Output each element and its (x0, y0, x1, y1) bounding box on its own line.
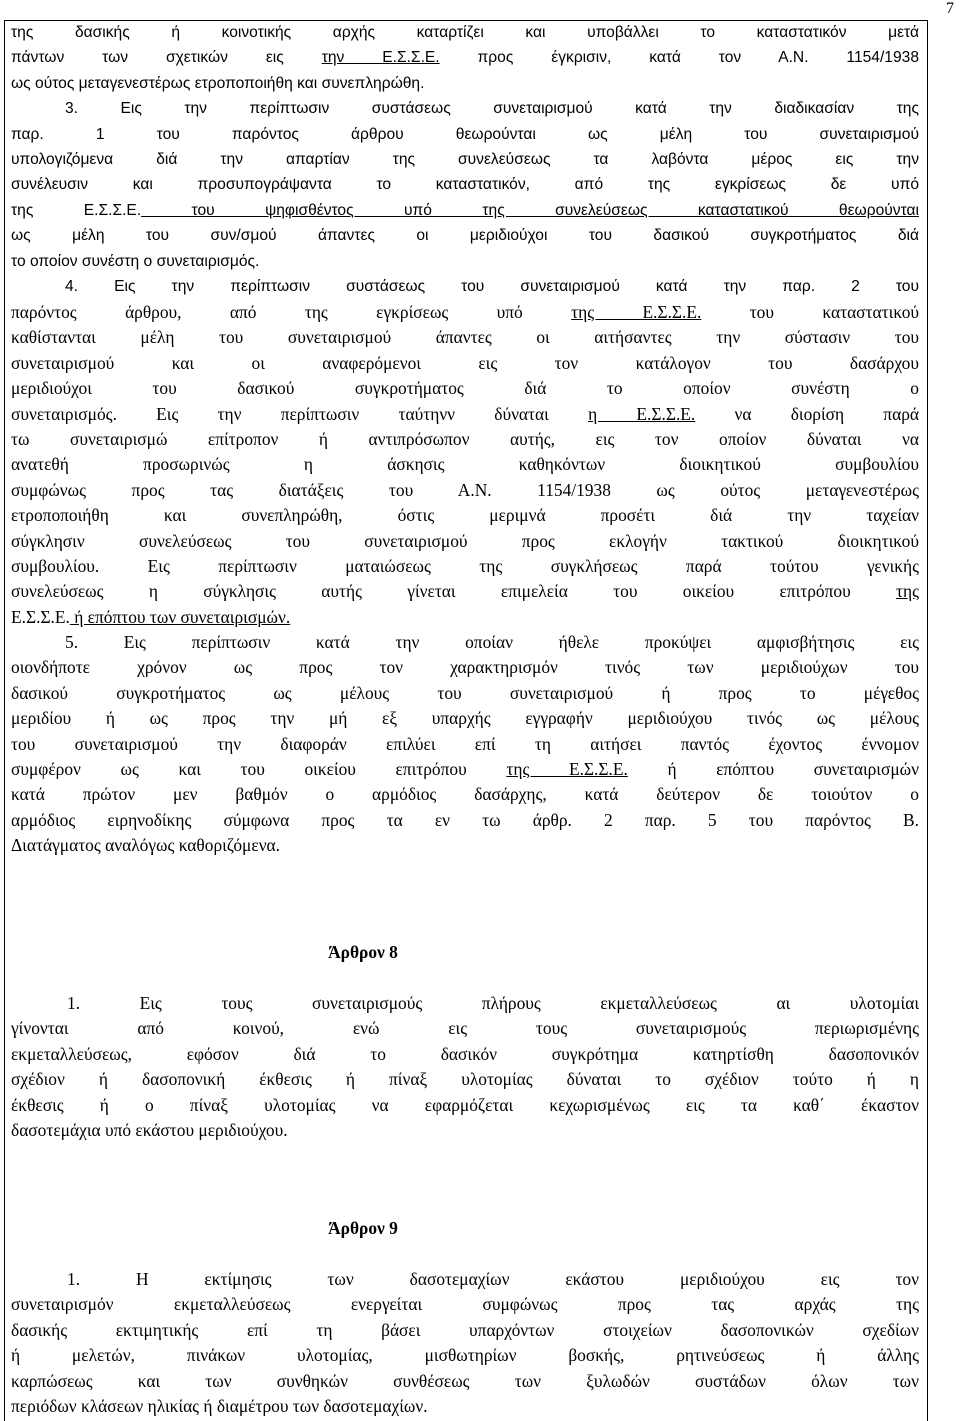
text-segment: συμφέρον ως και του οικείου επιτρόπου (11, 759, 507, 780)
text-segment: τω συνεταιρισμώ επίτροπον ή αντιπρόσωπον αυτής, εις τον οποίον δύναται να (11, 428, 919, 449)
text-line (11, 1369, 919, 1394)
text-segment: κατά πρώτον μεν βαθμόν ο αρμόδιος δασάρχης, κατά δεύτερον δε τοιούτον ο (11, 784, 919, 805)
text-line (11, 402, 919, 427)
text-line (11, 554, 919, 579)
text-line (11, 1394, 919, 1419)
text-segment: υπολογιζόμενα διά την απαρτίαν της συνελεύσεως τα λαβόντα μέρος εις την (11, 150, 919, 168)
text-segment: το οποίον συνέστη ο συνεταιρισμός. (11, 252, 260, 270)
text-line (11, 1267, 919, 1292)
text-segment: καρπώσεως και των συνθηκών συνθέσεως των ξυλωδών συστάδων όλων των (11, 1370, 919, 1391)
text-line (11, 45, 919, 70)
text-line (11, 1093, 919, 1118)
article-8-paragraph (11, 991, 919, 1143)
text-segment: δασικής εκτιμητικής επί τη βάσει υπαρχόντων στοιχείων δασοπονικών σχεδίων (11, 1319, 919, 1340)
text-line (11, 706, 919, 731)
text-segment: παρ. 1 του παρόντος άρθρου θεωρούνται ως μέλη του συνεταιρισμού (11, 125, 919, 143)
text-line (11, 1318, 919, 1343)
text-line (11, 630, 919, 655)
text-line (11, 1292, 919, 1317)
text-line (11, 655, 919, 680)
text-line (11, 579, 919, 604)
text-segment: συνεταιρισμός. Εις την περίπτωσιν ταύτηνν δύναται (11, 403, 589, 424)
text-line (11, 427, 919, 452)
page-number: 7 (946, 0, 954, 17)
text-segment: ετροποποιήθη και συνεπληρώθη, όστις μεριμνά προσέτι διά την ταχείαν (11, 505, 919, 526)
underlined-reference: ή επόπτου των συνεταιρισμών. (69, 606, 291, 627)
text-segment: συνέλευσιν και προσυπογράψαντα το καταστατικόν, από της εγκρίσεως δε υπό (11, 176, 919, 194)
underlined-reference: του ψηφισθέντος υπό της συνελεύσεως καταστατικού θεωρούνται (141, 201, 919, 219)
text-segment: ως ούτος μεταγενεστέρως ετροποποιήθη και συνεπληρώθη. (11, 74, 425, 92)
text-segment: καθίστανται μέλη του συνεταιρισμού άπαντες οι αιτήσαντες την σύστασιν του (11, 327, 919, 348)
underlined-reference: της (896, 581, 919, 602)
text-segment: περιόδων κλάσεων ηλικίας ή διαμέτρου των δασοτεμαχίων. (11, 1395, 428, 1416)
text-segment: συμφώνως προς τας διατάξεις του Α.Ν. 1154/1938 ως ούτος μεταγενεστέρως (11, 479, 919, 500)
text-segment: έκθεσις ή ο πίναξ υλοτομίας να εφαρμόζεται κεχωρισμένως εις τα καθ΄ έκαστον (11, 1094, 919, 1115)
underlined-reference: της Ε.Σ.Σ.Ε. (571, 302, 702, 322)
text-segment: αρμόδιος ειρηνοδίκης σύμφωνα προς τα εν τω άρθρ. 2 παρ. 5 του παρόντος Β. (11, 809, 919, 830)
article-9-paragraph (11, 1267, 919, 1419)
top-paragraph-block (11, 20, 919, 299)
text-segment: συνεταιρισμού και οι αναφερόμενοι εις τον κατάλογον του δασάρχου (11, 352, 919, 373)
text-line (11, 1067, 919, 1092)
text-line (11, 147, 919, 172)
text-segment: γίνονται από κοινού, ενώ εις τους συνεταιρισμούς περιωρισμένης (11, 1018, 919, 1039)
article-8-title: Άρθρον 8 (328, 942, 398, 962)
text-segment: της Ε.Σ.Σ.Ε. (11, 201, 142, 219)
text-line (11, 681, 919, 706)
text-segment: προς έγκρισιν, κατά τον Α.Ν. 1154/1938 (439, 49, 919, 67)
text-line (11, 71, 919, 96)
text-segment: μεριδιούχοι του δασικού συγκροτήματος διά το οποίον συνέστη ο (11, 378, 919, 399)
text-line (11, 96, 919, 121)
text-segment: εκμεταλλεύσεως, εφόσον διά το δασικόν συγκρότημα κατηρτίσθη δασοπονικόν (11, 1043, 919, 1064)
text-line (11, 782, 919, 807)
text-segment: συνελεύσεως η σύγκλησις αυτής γίνεται επιμελεία του οικείου επιτρόπου (11, 581, 897, 602)
text-line (11, 1118, 919, 1143)
text-segment: 1. Η εκτίμησις των δασοτεμαχίων εκάστου μεριδιούχου εις τον (67, 1269, 919, 1289)
text-line (11, 223, 919, 248)
text-line (11, 300, 919, 325)
text-line (11, 249, 919, 274)
main-paragraph-block (11, 300, 919, 859)
underlined-reference: της Ε.Σ.Σ.Ε. (506, 759, 628, 780)
text-line (11, 325, 919, 350)
text-segment: του συνεταιρισμού την διαφοράν επιλύει επί τη αιτήσει παντός έχοντος έννομον (11, 733, 919, 754)
underlined-reference: την Ε.Σ.Σ.Ε. (321, 49, 440, 67)
text-line (11, 1343, 919, 1368)
text-segment: σχέδιον ή δασοπονική έκθεσις ή πίναξ υλοτομίας δύναται το σχέδιον τούτο ή η (11, 1069, 919, 1090)
text-segment: ως μέλη του συν/σμού άπαντες οι μεριδιούχοι του δασικού συγκροτήματος διά (11, 227, 919, 245)
underlined-reference: η Ε.Σ.Σ.Ε. (588, 403, 696, 424)
text-line (11, 991, 919, 1016)
text-segment: πάντων των σχετικών εις (11, 49, 322, 67)
text-segment: 5. Εις περίπτωσιν κατά την οποίαν ήθελε προκύψει αμφισβήτησις εις (65, 632, 919, 653)
text-line (11, 1042, 919, 1067)
text-segment: μεριδίου ή ως προς την μή εξ υπαρχής εγγραφήν μεριδιούχου τινός ως μέλους (11, 708, 919, 729)
text-line (11, 376, 919, 401)
text-line (11, 808, 919, 833)
text-segment: συμβουλίου. Εις περίπτωσιν ματαιώσεως της συγκλήσεως παρά τούτου γενικής (11, 555, 919, 576)
text-line (11, 503, 919, 528)
text-line (11, 605, 919, 630)
text-segment: παρόντος άρθρου, από της εγκρίσεως υπό (11, 302, 572, 322)
text-segment: να διορίση παρά (695, 403, 919, 424)
text-segment: της δασικής ή κοινοτικής αρχής καταρτίζει και υποβάλλει το καταστατικόν μετά (11, 24, 919, 41)
text-line (11, 20, 919, 45)
text-segment: 3. Εις την περίπτωσιν συστάσεως συνεταιρισμού κατά την διαδικασίαν της (65, 100, 919, 118)
text-line (11, 833, 919, 858)
text-segment: οιονδήποτε χρόνον ως προς τον χαρακτηρισμόν τινός των μεριδιούχων του (11, 657, 919, 678)
text-segment: ή μελετών, πινάκων υλοτομίας, μισθωτηρίων βοσκής, ρητινεύσεως ή άλλης (11, 1345, 919, 1366)
text-line (11, 122, 919, 147)
text-line (11, 478, 919, 503)
text-segment: ή επόπτου συνεταιρισμών (627, 759, 919, 780)
text-segment: δασικού συγκροτήματος ως μέλους του συνεταιρισμού ή προς το μέγεθος (11, 682, 919, 703)
text-line (11, 274, 919, 299)
text-line (11, 1016, 919, 1041)
text-line (11, 529, 919, 554)
text-segment: δασοτεμάχια υπό εκάστου μεριδιούχου. (11, 1119, 288, 1140)
text-line (11, 452, 919, 477)
article-9-title: Άρθρον 9 (328, 1218, 398, 1238)
text-line (11, 757, 919, 782)
text-line (11, 351, 919, 376)
text-line (11, 172, 919, 197)
text-segment: συνεταιρισμόν εκμεταλλεύσεως ενεργείται συμφώνως προς τας αρχάς της (11, 1294, 919, 1315)
text-segment: 4. Εις την περίπτωσιν συστάσεως του συνεταιρισμού κατά την παρ. 2 του (65, 277, 919, 295)
text-segment: 1. Εις τους συνεταιρισμούς πλήρους εκμεταλλεύσεως αι υλοτομίαι (67, 993, 919, 1013)
text-segment: Διατάγματος αναλόγως καθοριζόμενα. (11, 835, 281, 856)
text-segment: σύγκλησιν συνελεύσεως του συνεταιρισμού προς εκλογήν τακτικού διοικητικού (11, 530, 919, 551)
text-segment: του καταστατικού (701, 302, 920, 322)
text-line (11, 198, 919, 223)
text-segment: Ε.Σ.Σ.Ε. (11, 606, 70, 627)
text-segment: ανατεθή προσωρινώς η άσκησις καθηκόντων διοικητικού συμβουλίου (11, 454, 919, 475)
text-line (11, 732, 919, 757)
